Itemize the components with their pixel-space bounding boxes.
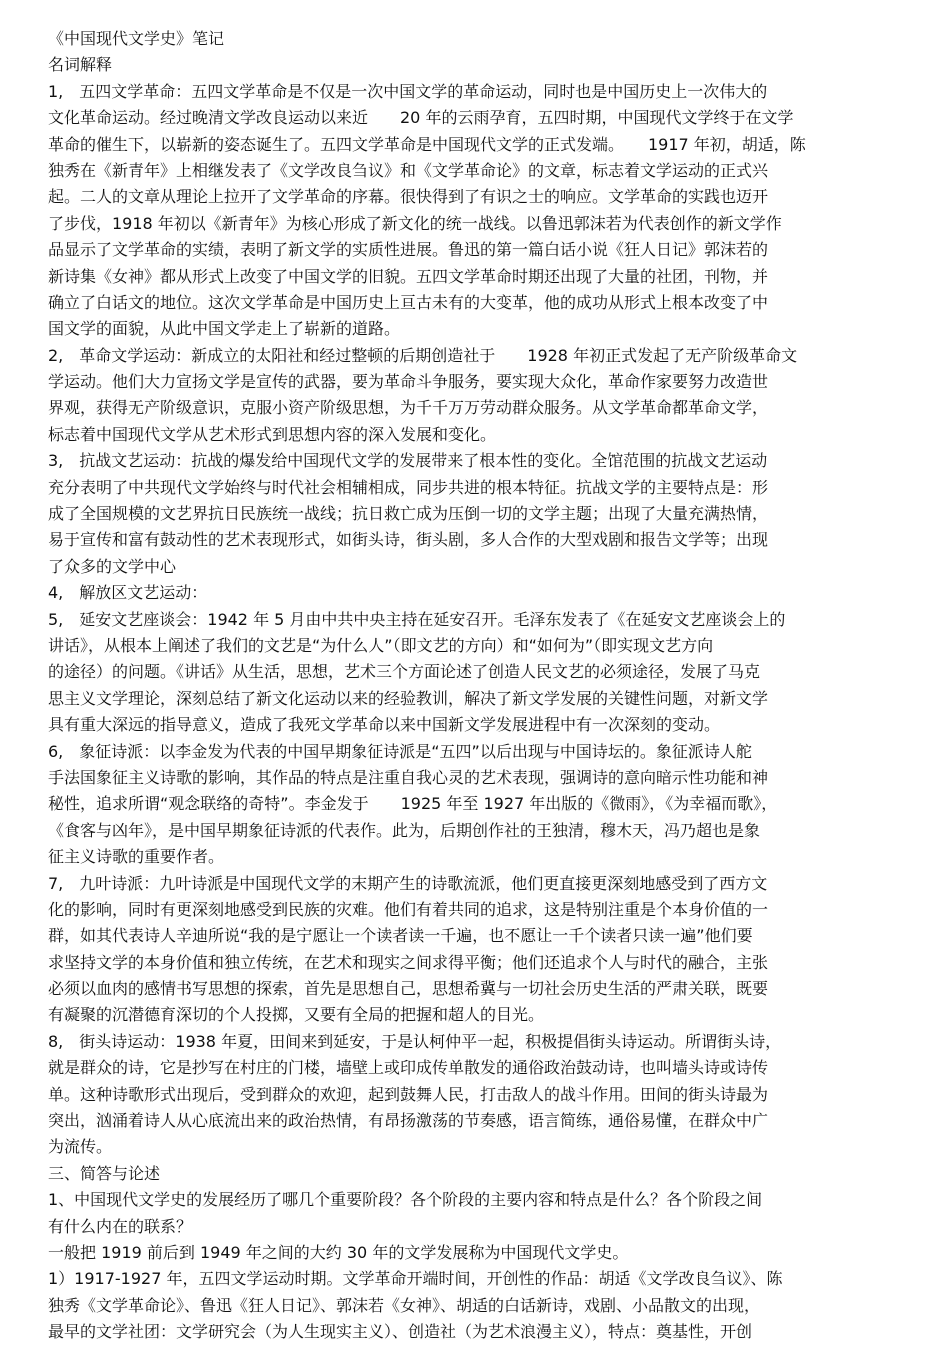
text-line: 单。这种诗歌形式出现后，受到群众的欢迎，起到鼓舞人民，打击敌人的战斗作用。田间的街头诗最为 xyxy=(48,1084,769,1104)
text-line: 国文学的面貌，从此中国文学走上了崭新的道路。 xyxy=(48,319,401,339)
text-line: 化的影响，同时有更深刻地感受到民族的灾难。他们有着共同的追求，这是特别注重是个本身价值的一 xyxy=(48,899,769,919)
text-line: 群，如其代表诗人辛迪所说“我的是宁愿让一个读者读一千遍，也不愿让一千个读者只读一遍”他们要 xyxy=(48,926,753,946)
text-line: 起。二人的文章从理论上拉开了文学革命的序幕。很快得到了有识之士的响应。文学革命的实践也迈开 xyxy=(48,187,769,207)
text-line: 了步伐，1918 年初以《新青年》为核心形成了新文化的统一战线。以鲁迅郭沫若为代表创作的新文学作 xyxy=(48,213,782,233)
text-line: 革命的催生下，以崭新的姿态诞生了。五四文学革命是中国现代文学的正式发端。 1917 年初，胡适，陈 xyxy=(48,134,806,154)
text-line: 有凝聚的沉潜德育深切的个人投掷，又要有全局的把握和超人的目光。 xyxy=(48,1005,545,1025)
text-line: 1、中国现代文学史的发展经历了哪几个重要阶段？各个阶段的主要内容和特点是什么？各个阶段之间 xyxy=(48,1190,763,1210)
text-line: 3, 抗战文艺运动：抗战的爆发给中国现代文学的发展带来了根本性的变化。全馆范围的抗战文艺运动 xyxy=(48,451,768,471)
text-line: 三、简答与论述 xyxy=(48,1163,161,1183)
text-line: 易于宣传和富有鼓动性的艺术表现形式，如街头诗，街头剧，多人合作的大型戏剧和报告文学等；出现 xyxy=(48,530,769,550)
text-line: 具有重大深远的指导意义，造成了我死文学革命以来中国新文学发展进程中有一次深刻的变动。 xyxy=(48,715,721,735)
text-line: 了众多的文学中心 xyxy=(48,556,177,576)
text-line: 确立了白话文的地位。这次文学革命是中国历史上亘古未有的大变革，他的成功从形式上根本改变了中 xyxy=(48,292,769,312)
text-line: 标志着中国现代文学从艺术形式到思想内容的深入发展和变化。 xyxy=(48,424,497,444)
text-line: 独秀在《新青年》上相继发表了《文学改良刍议》和《文学革命论》的文章，标志着文学运动的正式兴 xyxy=(48,160,769,180)
text-line: 成了全国规模的文艺界抗日民族统一战线；抗日救亡成为压倒一切的文学主题；出现了大量充满热情， xyxy=(48,504,769,524)
text-line: 6, 象征诗派：以李金发为代表的中国早期象征诗派是“五四”以后出现与中国诗坛的。象征派诗人舵 xyxy=(48,741,752,761)
text-line: 为流传。 xyxy=(48,1137,113,1157)
text-line: 文化革命运动。经过晚清文学改良运动以来近 20 年的云雨孕育，五四时期，中国现代文学终于在文学 xyxy=(48,108,794,128)
text-line: 8, 街头诗运动：1938 年夏，田间来到延安，于是认柯仲平一起，积极提倡街头诗运动。所谓街头诗， xyxy=(48,1031,782,1051)
text-line: 新诗集《女神》都从形式上改变了中国文学的旧貌。五四文学革命时期还出现了大量的社团，刊物，并 xyxy=(48,266,769,286)
text-line: 突出，汹涌着诗人从心底流出来的政治热情，有昂扬激荡的节奏感，语言简练，通俗易懂，在群众中广 xyxy=(48,1111,769,1131)
document-title: 《中国现代文学史》笔记 xyxy=(48,29,225,48)
document-page xyxy=(48,26,900,1346)
text-line: 5, 延安文艺座谈会：1942 年 5 月由中共中央主持在延安召开。毛泽东发表了《在延安文艺座谈会上的 xyxy=(48,609,786,629)
text-line: 求坚持文学的本身价值和独立传统，在艺术和现实之间求得平衡；他们还追求个人与时代的融合，主张 xyxy=(48,952,769,972)
text-line: 一般把 1919 前后到 1949 年之间的大约 30 年的文学发展称为中国现代文学史。 xyxy=(48,1242,629,1262)
text-line: 学运动。他们大力宣扬文学是宣传的武器，要为革命斗争服务，要实现大众化，革命作家要努力改造世 xyxy=(48,372,769,392)
text-line: 最早的文学社团：文学研究会（为人生现实主义）、创造社（为艺术浪漫主义），特点：奠基性，开创 xyxy=(48,1322,753,1342)
text-line: 2, 革命文学运动：新成立的太阳社和经过整顿的后期创造社于 1928 年初正式发起了无产阶级革命文 xyxy=(48,345,798,365)
text-line: 1, 五四文学革命：五四文学革命是不仅是一次中国文学的革命运动，同时也是中国历史上一次伟大的 xyxy=(48,81,768,101)
text-line: 1）1917-1927 年，五四文学运动时期。文学革命开端时间，开创性的作品：胡适《文学改良刍议》、陈 xyxy=(48,1269,783,1289)
text-line: 有什么内在的联系？ xyxy=(48,1216,193,1236)
text-line: 的途径）的问题。《讲话》从生活，思想，艺术三个方面论述了创造人民文艺的必须途径，发展了马克 xyxy=(48,662,761,682)
text-line: 独秀《文学革命论》、鲁迅《狂人日记》、郭沫若《女神》、胡适的白话新诗，戏剧、小品散文的出现， xyxy=(48,1295,761,1315)
text-line: 名词解释 xyxy=(48,55,113,75)
text-line: 4, 解放区文艺运动： xyxy=(48,583,208,603)
text-line: 界观，获得无产阶级意识，克服小资产阶级思想，为千千万万劳动群众服务。从文学革命都革命文学， xyxy=(48,398,769,418)
text-line: 7, 九叶诗派：九叶诗派是中国现代文学的末期产生的诗歌流派，他们更直接更深刻地感受到了西方文 xyxy=(48,873,768,893)
text-line: 必须以血肉的感情书写思想的探索，首先是思想自己，思想希冀与一切社会历史生活的严肃关联，既要 xyxy=(48,979,769,999)
text-line: 《食客与凶年》，是中国早期象征诗派的代表作。此为，后期创作社的王独清，穆木天，冯乃超也是象 xyxy=(48,820,761,840)
text-line: 充分表明了中共现代文学始终与时代社会相辅相成，同步共进的根本特征。抗战文学的主要特点是：形 xyxy=(48,477,769,497)
text-line: 思主义文学理论，深刻总结了新文化运动以来的经验教训，解决了新文学发展的关键性问题，对新文学 xyxy=(48,688,769,708)
text-line: 就是群众的诗，它是抄写在村庄的门楼，墙壁上或印成传单散发的通俗政治鼓动诗，也叫墙头诗或诗传 xyxy=(48,1058,769,1078)
text-line: 品显示了文学革命的实绩，表明了新文学的实质性进展。鲁迅的第一篇白话小说《狂人日记》郭沫若的 xyxy=(48,240,769,260)
text-line: 讲话》，从根本上阐述了我们的文艺是“为什么人”（即文艺的方向）和“如何为”（即实现文艺方向 xyxy=(48,635,714,655)
text-line: 秘性，追求所谓“观念联络的奇特”。李金发于 1925 年至 1927 年出版的《微雨》，《为幸福而歌》， xyxy=(48,794,778,814)
text-line: 征主义诗歌的重要作者。 xyxy=(48,847,225,867)
text-line: 手法国象征主义诗歌的影响，其作品的特点是注重自我心灵的艺术表现，强调诗的意向暗示性功能和神 xyxy=(48,767,769,787)
